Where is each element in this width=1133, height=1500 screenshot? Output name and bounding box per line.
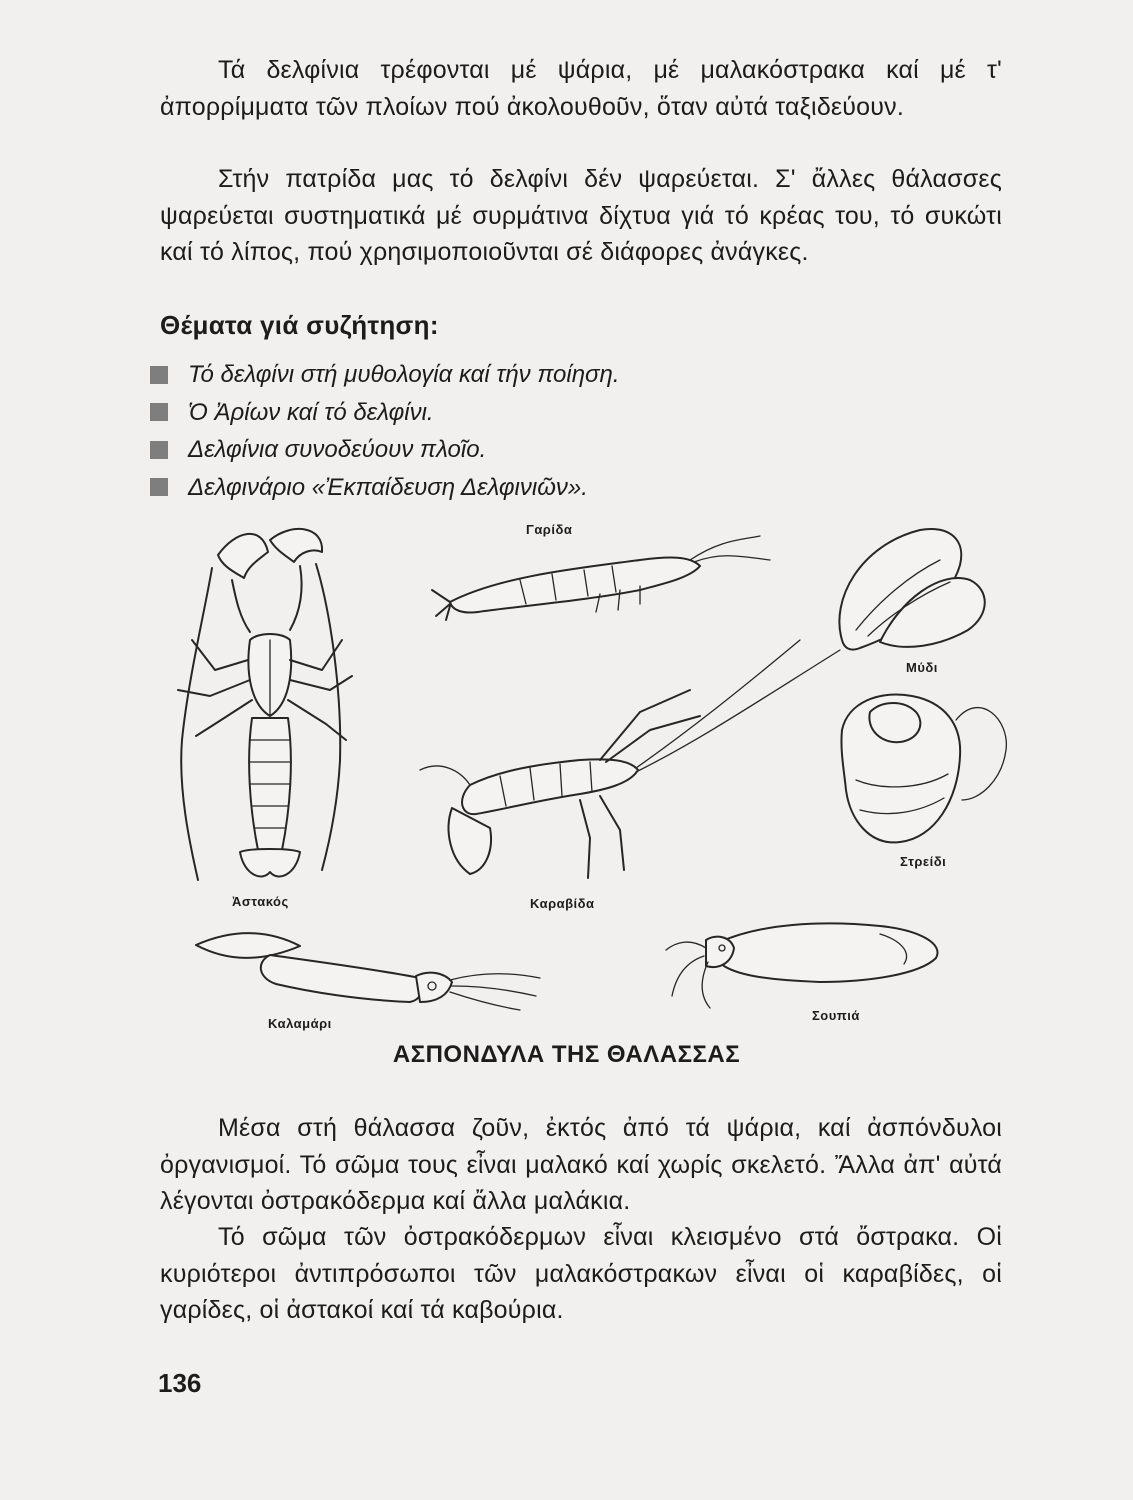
squid-drawing xyxy=(196,933,540,1010)
caption-lobster: Ἀστακός xyxy=(232,894,289,909)
caption-cuttlefish: Σουπιά xyxy=(812,1008,860,1023)
topic-text: Τό δελφίνι στή μυθολογία καί τήν ποίηση. xyxy=(188,361,620,388)
paragraph-shellfish: Τό σῶμα τῶν ὀστρακόδερμων εἶναι κλεισμένο στά ὄστρακα. Οἱ κυριότεροι ἀντιπρόσωποι τῶν μαλακόστρακων εἶναι οἱ καραβίδες, οἱ γαρίδες, οἱ ἀστακοί καί τά καβούρια. xyxy=(160,1223,1002,1324)
shrimp-drawing xyxy=(432,536,770,620)
discussion-heading: Θέματα γιά συζήτηση: xyxy=(160,310,439,340)
caption-langoustine: Καραβίδα xyxy=(530,896,595,911)
paragraph-invertebrates: Μέσα στή θάλασσα ζοῦν, ἐκτός ἀπό τά ψάρια, καί ἀσπόνδυλοι ὀργανισμοί. Τό σῶμα τους εἶναι μαλακό καί χωρίς σκελετό. Ἄλλα ἀπ' αὐτά λέγονται ὀστρακόδερμα καί ἄλλα μαλάκια. xyxy=(160,1114,1002,1215)
caption-shrimp: Γαρίδα xyxy=(526,522,573,537)
caption-squid: Καλαμάρι xyxy=(268,1016,332,1031)
caption-mussel: Μύδι xyxy=(906,660,938,675)
section-title: ΑΣΠΟΝΔΥΛΑ ΤΗΣ ΘΑΛΑΣΣΑΣ xyxy=(392,1041,741,1068)
mussel-drawing xyxy=(839,529,984,650)
paragraph-dolphin-diet: Τά δελφίνια τρέφονται μέ ψάρια, μέ μαλακόστρακα καί μέ τ' ἀπορρίμματα τῶν πλοίων πού ἀκολουθοῦν, ὅταν αὐτά ταξιδεύουν. xyxy=(160,56,1002,121)
caption-oyster: Στρείδι xyxy=(900,854,947,869)
lobster-drawing xyxy=(178,529,352,880)
cuttlefish-drawing xyxy=(666,923,938,1008)
paragraph-dolphin-fishing: Στήν πατρίδα μας τό δελφίνι δέν ψαρεύεται. Σ' ἄλλες θάλασσες ψαρεύεται συστηματικά μέ συρμάτινα δίχτυα γιά τό κρέας του, τό συκώτι καί τό λίπος, πού χρησιμοποιοῦνται σέ διάφορες ἀνάγκες. xyxy=(160,165,1002,266)
topic-text: Δελφίνια συνοδεύουν πλοῖο. xyxy=(188,436,487,463)
page-number: 136 xyxy=(158,1368,202,1398)
topic-text: Ὁ Ἀρίων καί τό δελφίνι. xyxy=(188,398,434,426)
langoustine-drawing xyxy=(420,640,840,878)
oyster-drawing xyxy=(841,694,1006,842)
topic-text: Δελφινάριο «Ἐκπαίδευση Δελφινιῶν». xyxy=(188,473,588,501)
